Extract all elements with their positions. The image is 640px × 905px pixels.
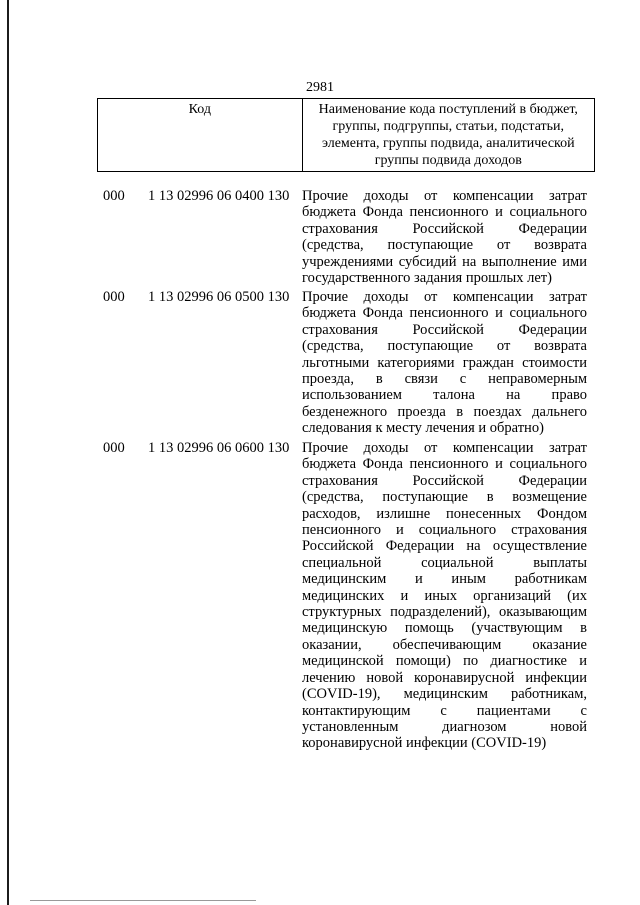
row-name: Прочие доходы от компенсации затрат бюджета Фонда пенсионного и социального страхования Российской Федерации (средства, поступающие от возврата учреждениями субсидий на выполнение ими государственного задания прошлых лет) — [302, 188, 587, 287]
header-code-cell: Код — [98, 99, 303, 172]
row-code: 1 13 02996 06 0600 130 — [148, 440, 290, 456]
row-name: Прочие доходы от компенсации затрат бюджета Фонда пенсионного и социального страхования Российской Федерации (средства, поступающие от возврата льготными категориями граждан стоимости проезда, в связи с неправомерным использованием талона на право безденежного проезда в поездах дальнего следования к месту лечения и обратно) — [302, 289, 587, 437]
row-prefix: 000 — [103, 188, 125, 204]
header-name-cell: Наименование кода поступлений в бюджет, группы, подгруппы, статьи, подстатьи, элемента, группы подвида, аналитической группы подвида доходов — [302, 99, 594, 172]
row-code: 1 13 02996 06 0400 130 — [148, 188, 290, 204]
row-prefix: 000 — [103, 289, 125, 305]
scan-left-border — [7, 0, 9, 905]
row-prefix: 000 — [103, 440, 125, 456]
table-header — [97, 98, 595, 172]
page-number: 2981 — [306, 80, 334, 95]
row-name: Прочие доходы от компенсации затрат бюджета Фонда пенсионного и социального страхования Российской Федерации (средства, поступающие в возмещение расходов, излишне понесенных Фондом пенсионного и социального страхования Российской Федерации на осуществление специальной социальной выплаты медицинским и иным работникам медицинских и иных организаций (их структурных подразделений), оказывающим медицинскую помощь (участвующим в оказании, обеспечивающим оказание медицинской помощи) по диагностике и лечению новой коронавирусной инфекции (COVID-19), медицинским работникам, контактирующим с пациентами с установленным диагнозом новой коронавирусной инфекции (COVID-19) — [302, 440, 587, 752]
row-code: 1 13 02996 06 0500 130 — [148, 289, 290, 305]
bottom-rule — [30, 900, 256, 901]
